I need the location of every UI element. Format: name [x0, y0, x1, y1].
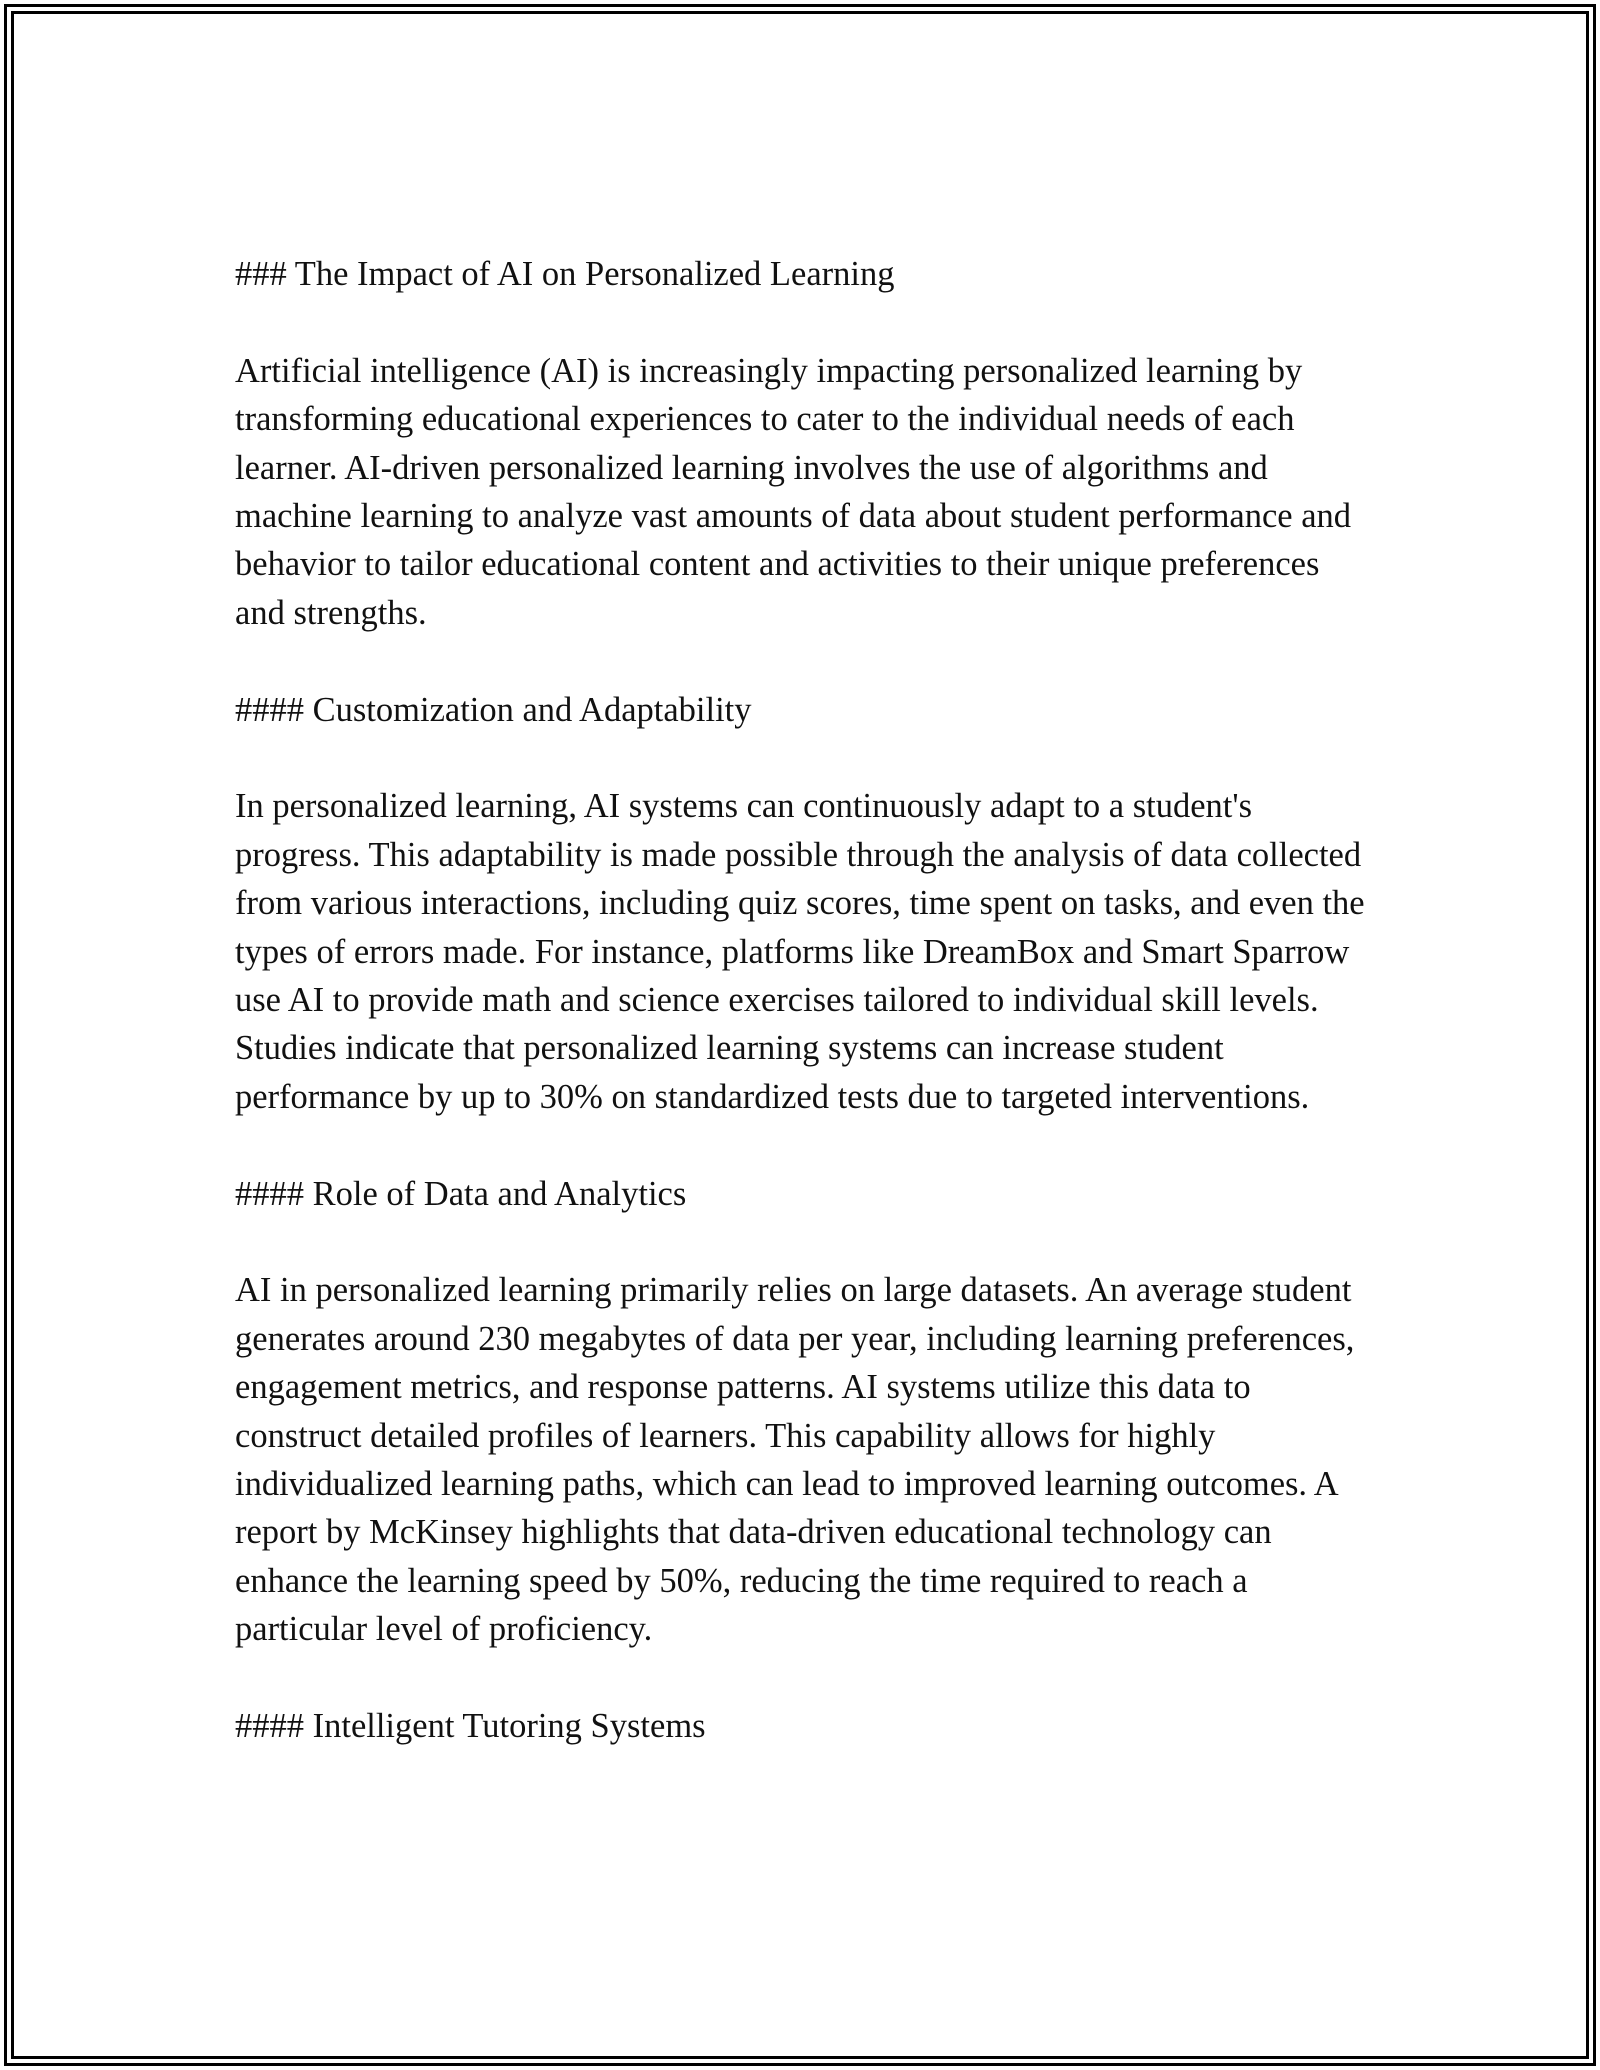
document-body [235, 250, 1375, 1751]
section-heading-data-analytics: #### Role of Data and Analytics [235, 1174, 687, 1213]
document-title: ### The Impact of AI on Personalized Learning [235, 255, 895, 293]
section-heading-tutoring-systems: #### Intelligent Tutoring Systems [235, 1707, 706, 1746]
intro-paragraph: Artificial intelligence (AI) is increasingly impacting personalized learning by transforming educational experiences to cater to the individual needs of each learner. AI-driven personalized learning involves the use of algorithms and machine learning to analyze vast amounts of data about student performance and behavior to tailor educational content and activities to their unique preferences and strengths. [235, 351, 1352, 632]
section-body-customization: In personalized learning, AI systems can continuously adapt to a student's progress. This adaptability is made possible through the analysis of data collected from various interactions, including quiz scores, time spent on tasks, and even the types of errors made. For instance, platforms like DreamBox and Smart Sparrow use AI to provide math and science exercises tailored to individual skill levels. Studies indicate that personalized learning systems can increase student performance by up to 30% on standardized tests due to targeted interventions. [235, 787, 1365, 1116]
section-heading-customization: #### Customization and Adaptability [235, 690, 752, 729]
section-body-data-analytics: AI in personalized learning primarily relies on large datasets. An average student generates around 230 megabytes of data per year, including learning preferences, engagement metrics, and response patterns. AI systems utilize this data to construct detailed profiles of learners. This capability allows for highly individualized learning paths, which can lead to improved learning outcomes. A report by McKinsey highlights that data-driven educational technology can enhance the learning speed by 50%, reducing the time required to reach a particular level of proficiency. [235, 1271, 1355, 1649]
